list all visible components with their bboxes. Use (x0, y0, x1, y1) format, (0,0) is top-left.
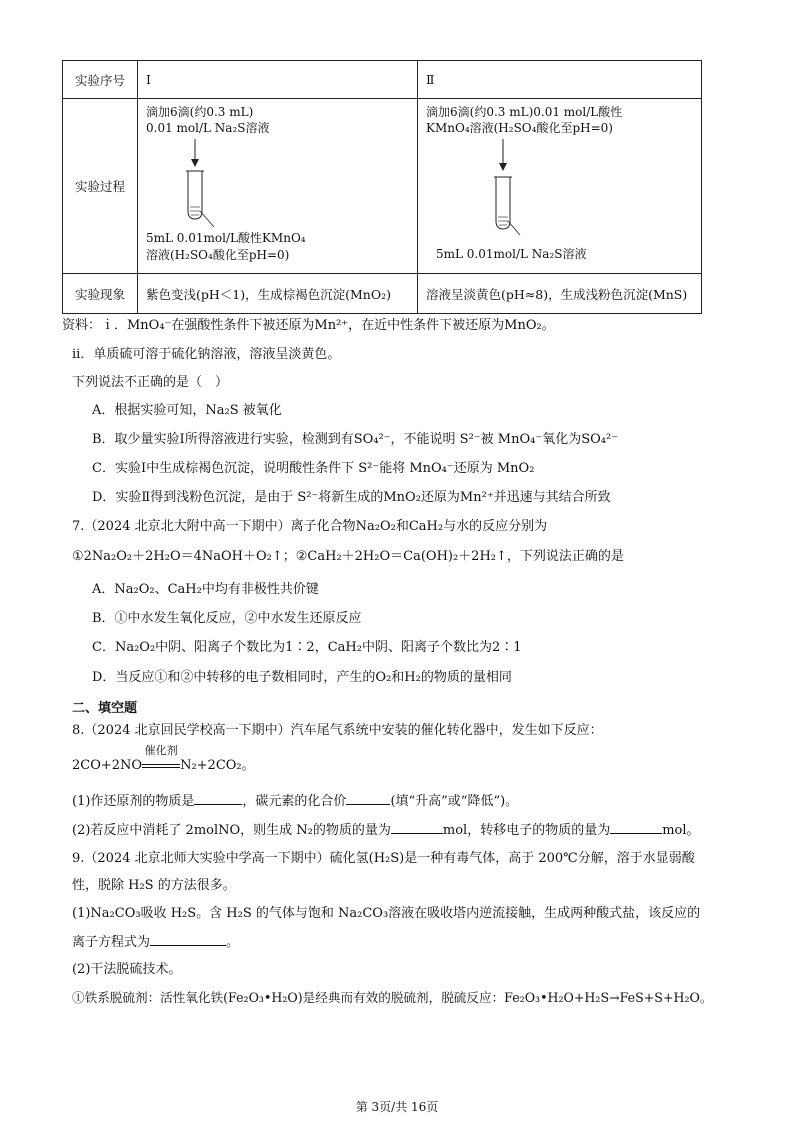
q8-part2: (2)若反应中消耗了 2molNO，则生成 N₂的物质的量为 mol，转移电子的物质的量为 mol。 (72, 823, 700, 838)
blank-reducer[interactable] (194, 792, 242, 805)
catalyst-arrow (142, 744, 180, 775)
experiment-table (62, 60, 702, 314)
header-seq: 实验序号 (63, 61, 138, 99)
exp2-drop-reagent: KMnO₄溶液(H₂SO₄酸化至pH=0) (426, 121, 613, 135)
info-line-2: ⅱ．单质硫可溶于硫化钠溶液，溶液呈淡黄色。 (72, 347, 341, 362)
process-exp2 (418, 99, 702, 274)
header-exp2: Ⅱ (418, 61, 702, 99)
exp1-tube-reagent: 5mL 0.01mol/L酸性KMnO₄ (146, 231, 306, 245)
blank-n2-amount[interactable] (391, 821, 443, 834)
observation-exp1: 紫色变浅(pH＜1)，生成棕褐色沉淀(MnO₂) (138, 274, 418, 314)
q7-option-d: D．当反应①和②中转移的电子数相同时，产生的O₂和H₂的物质的量相同 (92, 670, 512, 685)
exp1-drop-reagent: 0.01 mol/L Na₂S溶液 (146, 121, 270, 135)
q9-part1: (1)Na₂CO₃吸收 H₂S。含 H₂S 的气体与饱和 Na₂CO₃溶液在吸收塔内逆流接触，生成两种酸式盐，该反应的 (72, 906, 701, 921)
question-stem: 下列说法不正确的是（ ） (72, 375, 229, 390)
blank-electron-amount[interactable] (610, 821, 662, 834)
blank-ionic-equation[interactable] (150, 933, 226, 946)
q7-option-c: C．Na₂O₂中阴、阳离子个数比为1∶2，CaH₂中阴、阳离子个数比为2∶1 (92, 640, 522, 655)
page-footer: 第 3页/共 16页 (355, 1100, 439, 1114)
header-exp1: Ⅰ (138, 61, 418, 99)
question-8: 8.（2024 北京回民学校高一下期中）汽车尾气系统中安装的催化转化器中，发生如下反应： (72, 723, 603, 738)
blank-valence[interactable] (346, 792, 390, 805)
catalyst-label: 催化剂 (144, 744, 178, 757)
exp2-drop-text: 滴加6滴(约0.3 mL)0.01 mol/L酸性 (426, 105, 623, 119)
question-7: 7.（2024 北京北大附中高一下期中）离子化合物Na₂O₂和CaH₂与水的反应分别为 (72, 519, 548, 534)
section-title-fill-in: 二、填空题 (72, 701, 138, 716)
option-a: A．根据实验可知，Na₂S 被氧化 (92, 403, 282, 418)
q9-iron-desulfurizer: ①铁系脱硫剂：活性氧化铁(Fe₂O₃•H₂O)是经典而有效的脱硫剂，脱硫反应：Fe₂O₃•H₂O+H₂S→FeS+S+H₂O。 (72, 990, 713, 1005)
option-d: D．实验Ⅱ得到浅粉色沉淀，是由于 S²⁻将新生成的MnO₂还原为Mn²⁺并迅速与其结合所致 (92, 490, 611, 505)
q7-option-a: A．Na₂O₂、CaH₂中均有非极性共价键 (92, 582, 319, 597)
q9-part1-cont: 离子方程式为 。 (72, 935, 240, 950)
question-9-cont: 性，脱除 H₂S 的方法很多。 (72, 878, 236, 893)
q7-option-b: B．①中水发生氧化反应，②中水发生还原反应 (92, 611, 362, 626)
observation-exp2: 溶液呈淡黄色(pH≈8)，生成浅粉色沉淀(MnS) (418, 274, 702, 314)
q8-part1: (1)作还原剂的物质是 ，碳元素的化合价 (填“升高”或“降低”)。 (72, 794, 519, 809)
exp1-drop-text: 滴加6滴(约0.3 mL) (146, 105, 254, 119)
option-b: B．取少量实验Ⅰ所得溶液进行实验，检测到有SO₄²⁻，不能说明 S²⁻被 MnO₄⁻氧化为SO₄²⁻ (92, 432, 619, 447)
option-c: C．实验Ⅰ中生成棕褐色沉淀，说明酸性条件下 S²⁻能将 MnO₄⁻还原为 MnO₂ (92, 461, 535, 476)
q8-reaction (72, 744, 255, 775)
test-tube-1-diagram (176, 139, 216, 229)
question-9: 9.（2024 北京北师大实验中学高一下期中）硫化氢(H₂S)是一种有毒气体，高于 200℃分解，溶于水显弱酸 (72, 851, 695, 866)
process-exp1 (138, 99, 418, 274)
exp2-tube-reagent: 5mL 0.01mol/L Na₂S溶液 (436, 247, 587, 261)
process-label: 实验过程 (63, 99, 138, 274)
q8-reactants: 2CO+2NO (72, 758, 143, 773)
info-line-1: 资料：ｉ．MnO₄⁻在强酸性条件下被还原为Mn²⁺，在近中性条件下被还原为MnO₂。 (62, 318, 555, 333)
question-7-equations: ①2Na₂O₂＋2H₂O＝4NaOH＋O₂↑；②CaH₂＋2H₂O＝Ca(OH)₂＋2H₂↑，下列说法正确的是 (72, 549, 624, 564)
q9-part2: (2)干法脱硫技术。 (72, 962, 182, 977)
observation-label: 实验现象 (63, 274, 138, 314)
q8-products: N₂+2CO₂。 (180, 758, 255, 773)
exp1-tube-condition: 溶液(H₂SO₄酸化至pH=0) (146, 248, 290, 262)
test-tube-2-diagram (484, 139, 524, 239)
